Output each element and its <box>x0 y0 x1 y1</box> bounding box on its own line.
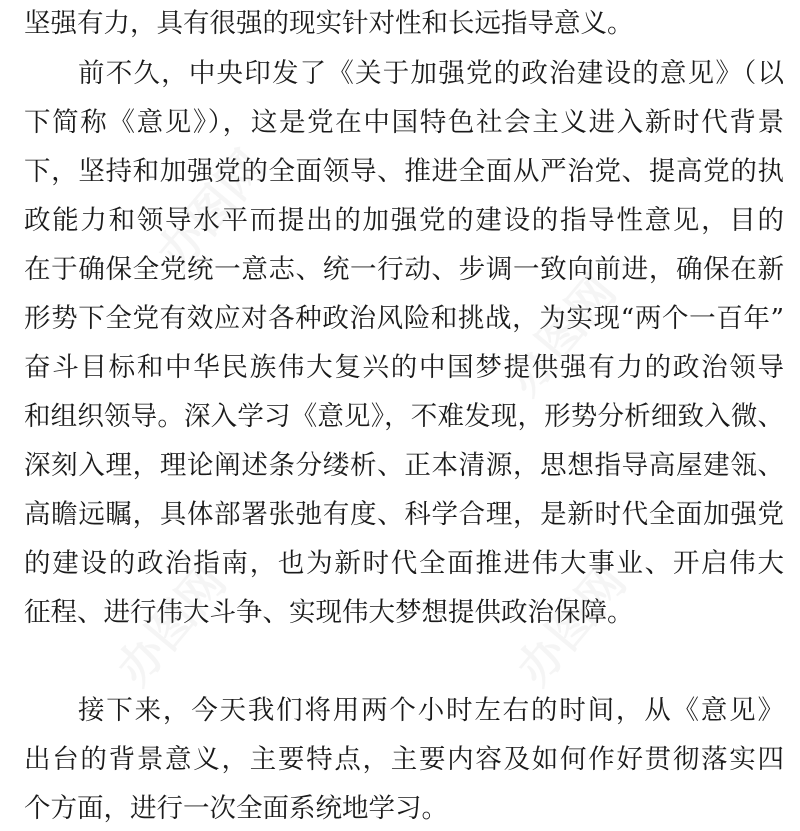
text-line-3: 下简称《意见》），这是党在中国特色社会主义进入新时代背景 <box>24 107 784 138</box>
text-line-8: 奋斗目标和中华民族伟大复兴的中国梦提供强有力的政治领导 <box>24 352 784 383</box>
text-line-11: 高瞻远瞩，具体部署张弛有度、科学合理，是新时代全面加强党 <box>24 499 784 530</box>
text-line-4: 下，坚持和加强党的全面领导、推进全面从严治党、提高党的执 <box>24 156 784 187</box>
watermark: 办图网 <box>496 264 627 406</box>
text-line-1: 坚强有力，具有很强的现实针对性和长远指导意义。 <box>24 8 634 39</box>
text-line-6: 在于确保全党统一意志、统一行动、步调一致向前进，确保在新 <box>24 254 784 285</box>
text-line-9: 和组织领导。深入学习《意见》，不难发现，形势分析细致入微、 <box>24 401 784 432</box>
text-line-15: 出台的背景意义，主要特点，主要内容及如何作好贯彻落实四 <box>24 744 784 775</box>
paragraph-start-line: 接下来，今天我们将用两个小时左右的时间，从《意见》 <box>78 695 784 726</box>
text-line-13: 征程、进行伟大斗争、实现伟大梦想提供政治保障。 <box>24 597 634 628</box>
watermark: 办图网 <box>146 139 277 281</box>
watermark: 办图网 <box>106 554 237 696</box>
text-line-16: 个方面，进行一次全面系统地学习。 <box>24 793 448 824</box>
watermark: 办图网 <box>506 554 637 696</box>
text-line-12: 的建设的政治指南，也为新时代全面推进伟大事业、开启伟大 <box>24 548 784 579</box>
text-line-7: 形势下全党有效应对各种政治风险和挑战，为实现“两个一百年” <box>24 303 784 334</box>
text-line-10: 深刻入理，理论阐述条分缕析、正本清源，思想指导高屋建瓴、 <box>24 450 784 481</box>
paragraph-start-line: 前不久，中央印发了《关于加强党的政治建设的意见》（以 <box>78 58 784 89</box>
text-line-5: 政能力和领导水平而提出的加强党的建设的指导性意见，目的 <box>24 205 784 236</box>
